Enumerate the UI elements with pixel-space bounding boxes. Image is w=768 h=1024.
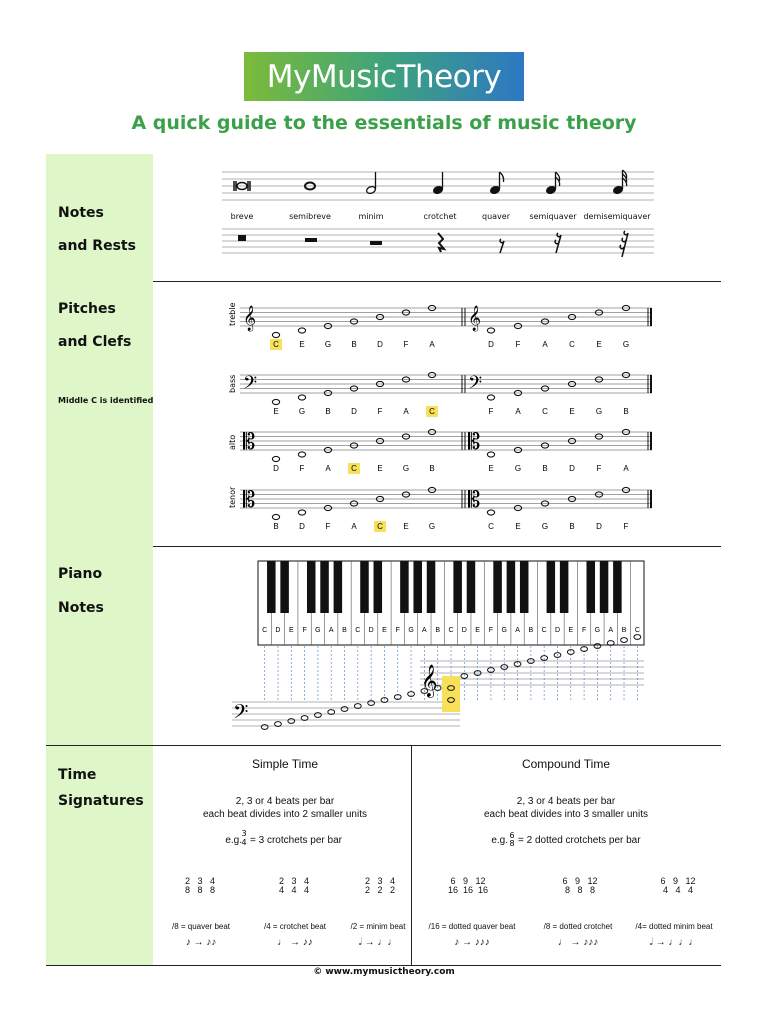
note-name: A	[515, 407, 521, 416]
piano-key-label: G	[408, 627, 414, 634]
piano-key-label: B	[621, 627, 627, 634]
note-head	[298, 452, 305, 457]
note-name: F	[299, 464, 305, 473]
piano-key-label: A	[328, 627, 334, 634]
piano-key-label: A	[515, 627, 520, 634]
piano-key-label: C	[634, 627, 640, 634]
note-name: B	[542, 464, 548, 473]
staff-note	[261, 725, 268, 730]
note-name: D	[273, 464, 279, 473]
note-name: A	[542, 340, 548, 349]
compound-example-text: = 2 dotted crotchets per bar	[518, 835, 641, 846]
note-name: G	[514, 464, 522, 473]
compound-desc-2: each beat divides into 3 smaller units	[484, 809, 648, 820]
note-name: G	[622, 340, 630, 349]
crotchet-note	[433, 172, 444, 195]
simple-desc-2: each beat divides into 2 smaller units	[203, 809, 367, 820]
piano-key-label: B	[342, 627, 347, 634]
note-name: C	[351, 464, 357, 473]
note-name: E	[273, 407, 279, 416]
bass-clef-icon: 𝄢	[233, 700, 249, 728]
semibreve-rest	[305, 238, 317, 242]
compound-group-3-top: 6 9 12	[660, 876, 696, 886]
piano-black-key	[547, 561, 556, 613]
minim-rest	[370, 241, 382, 245]
staff-note	[288, 719, 295, 724]
note-name: F	[596, 464, 602, 473]
clefs-label: and Clefs	[58, 334, 132, 350]
piano-black-key	[400, 561, 409, 613]
note-name: G	[428, 522, 436, 531]
simple-beat-2: /4 = crotchet beat	[263, 922, 327, 931]
note-name: B	[569, 522, 575, 531]
simple-beat-1: /8 = quaver beat	[171, 922, 231, 931]
staff-note	[301, 716, 308, 721]
note-name: C	[377, 522, 383, 531]
demisemiquaver-note	[613, 170, 627, 195]
note-name: B	[325, 407, 331, 416]
note-name: E	[596, 340, 602, 349]
piano-key-label: F	[488, 627, 494, 634]
piano-key-label: G	[594, 627, 601, 634]
clef-name-alto: alto	[228, 434, 237, 450]
piano-black-key	[493, 561, 502, 613]
note-head	[487, 452, 494, 457]
time-label: Time	[58, 767, 97, 783]
note-name: D	[351, 407, 357, 416]
note-name: G	[541, 522, 549, 531]
pitches-label: Pitches	[58, 301, 116, 317]
note-name: F	[488, 407, 494, 416]
demisemiquaver-label: demisemiquaver	[583, 212, 651, 221]
staff-note	[341, 707, 348, 712]
note-name: G	[298, 407, 306, 416]
note-head	[298, 328, 305, 333]
piano-black-key	[600, 561, 609, 613]
breve-rest	[238, 235, 246, 241]
piano-black-key	[360, 561, 369, 613]
note-name: D	[488, 340, 494, 349]
compound-division-2: ♩ → ♪♪♪	[557, 937, 599, 948]
note-name: E	[377, 464, 383, 473]
compound-desc-1: 2, 3 or 4 beats per bar	[516, 796, 616, 807]
note-head	[272, 332, 279, 337]
staff-note	[328, 710, 335, 715]
crotchet-rest	[438, 233, 444, 252]
compound-division-3: 𝅗𝅥 → ♩♩♩	[649, 937, 699, 948]
clef-name-treble: treble	[228, 302, 237, 326]
compound-group-2-bottom: 8 8 8	[564, 885, 596, 895]
piano-black-key	[413, 561, 422, 613]
piano-key-label: F	[302, 627, 307, 634]
compound-beat-2: /8 = dotted crotchet	[543, 922, 613, 931]
note-name: D	[596, 522, 602, 531]
piano-black-key	[586, 561, 595, 613]
piano-key-label: E	[382, 627, 387, 634]
rests-label: and Rests	[58, 238, 136, 254]
simple-group-3-bottom: 2 2 2	[364, 885, 396, 895]
footer-copyright: © www.mymusictheory.com	[313, 967, 455, 977]
note-head	[298, 395, 305, 400]
semiquaver-rest	[555, 233, 561, 253]
note-name: C	[273, 340, 279, 349]
compound-beat-3: /4= dotted minim beat	[635, 922, 713, 931]
middle-c-highlight	[442, 676, 460, 712]
compound-group-1-top: 6 9 12	[450, 876, 486, 886]
page-subtitle: A quick guide to the essentials of music theory	[131, 112, 637, 134]
piano-black-key	[334, 561, 343, 613]
piano-key-label: A	[608, 627, 614, 634]
note-name: E	[299, 340, 305, 349]
piano-key-label: G	[501, 627, 507, 634]
piano-black-key	[467, 561, 476, 613]
logo-text: MyMusicTheory	[266, 58, 502, 95]
simple-time-title: Simple Time	[251, 757, 319, 771]
simple-example-bottom: 4	[241, 838, 247, 847]
piano-black-key	[520, 561, 529, 613]
piano-key-label: C	[541, 627, 547, 634]
note-name: E	[488, 464, 494, 473]
crotchet-label: crotchet	[423, 212, 457, 221]
piano-key-label: D	[275, 627, 281, 634]
staff-note	[275, 722, 282, 727]
piano-key-label: E	[288, 627, 294, 634]
note-name: F	[515, 340, 521, 349]
signatures-label: Signatures	[58, 793, 144, 809]
piano-black-key	[320, 561, 329, 613]
note-name: G	[595, 407, 603, 416]
note-name: D	[299, 522, 305, 531]
piano-black-key	[560, 561, 569, 613]
minim-note	[366, 172, 377, 195]
note-name: E	[515, 522, 521, 531]
note-name: F	[403, 340, 409, 349]
piano-key-label: E	[568, 627, 574, 634]
compound-group-3-bottom: 4 4 4	[662, 885, 694, 895]
quaver-note	[490, 172, 504, 195]
note-name: F	[377, 407, 383, 416]
clef-symbol-treble: 𝄞	[243, 306, 257, 331]
simple-division-3: 𝅗𝅥 → ♩♩	[358, 937, 398, 948]
semiquaver-note	[546, 172, 560, 195]
simple-group-1-top: 2 3 4	[184, 876, 216, 886]
piano-key-label: B	[435, 627, 441, 634]
piano-label: Piano	[58, 566, 103, 582]
simple-group-2-bottom: 4 4 4	[278, 885, 310, 895]
piano-grand-staff	[232, 635, 644, 730]
compound-example-prefix: e.g.	[491, 835, 508, 846]
piano-key-label: G	[315, 627, 321, 634]
note-head	[272, 399, 279, 404]
note-head	[487, 395, 494, 400]
piano-black-key	[267, 561, 276, 613]
middle-c-note: Middle C is identified	[58, 396, 154, 405]
clef-symbol-alto: 𝄡	[468, 430, 481, 455]
piano-black-key	[307, 561, 316, 613]
note-name: G	[402, 464, 410, 473]
note-name: G	[324, 340, 332, 349]
semibreve-label: semibreve	[289, 212, 331, 221]
note-head	[487, 510, 494, 515]
clef-symbol-alto: 𝄡	[243, 430, 256, 455]
notes-label: Notes	[58, 205, 104, 221]
note-name: C	[429, 407, 435, 416]
simple-division-2: ♩ → ♪♪	[277, 937, 313, 948]
piano-black-key	[453, 561, 462, 613]
note-name: F	[325, 522, 331, 531]
simple-example-top: 3	[241, 829, 247, 838]
compound-group-1-bottom: 16 16 16	[447, 885, 489, 895]
piano-key-label: D	[554, 627, 561, 634]
note-name: A	[351, 522, 357, 531]
piano-key-label: C	[262, 627, 268, 634]
compound-example-top: 6	[509, 831, 515, 840]
piano-black-key	[507, 561, 516, 613]
treble-clef-icon: 𝄞	[421, 664, 438, 697]
piano-key-label: C	[355, 627, 361, 634]
simple-division-1: ♪ → ♪♪	[185, 937, 217, 948]
staff-note	[354, 704, 361, 709]
clef-name-bass: bass	[228, 374, 237, 393]
simple-group-3-top: 2 3 4	[364, 876, 396, 886]
piano-black-key	[427, 561, 436, 613]
clef-symbol-bass: 𝄢	[468, 373, 483, 398]
note-name: A	[325, 464, 331, 473]
simple-group-2-top: 2 3 4	[278, 876, 310, 886]
simple-example-text: = 3 crotchets per bar	[250, 835, 342, 846]
simple-example-prefix: e.g.	[225, 835, 242, 846]
simple-beat-3: /2 = minim beat	[350, 922, 406, 931]
simple-desc-1: 2, 3 or 4 beats per bar	[235, 796, 335, 807]
simple-group-1-bottom: 8 8 8	[184, 885, 216, 895]
note-name: C	[488, 522, 494, 531]
piano-keyboard	[258, 561, 644, 645]
piano-key-label: F	[395, 627, 400, 634]
piano-black-key	[374, 561, 383, 613]
piano-black-key	[280, 561, 289, 613]
note-name: C	[569, 340, 575, 349]
breve-label: breve	[230, 212, 254, 221]
clef-symbol-treble: 𝄞	[468, 306, 482, 331]
note-name: B	[429, 464, 435, 473]
minim-label: minim	[358, 212, 384, 221]
note-name: F	[623, 522, 629, 531]
clef-symbol-bass: 𝄢	[243, 373, 258, 398]
compound-example-bottom: 8	[509, 839, 515, 848]
note-name: E	[403, 522, 409, 531]
piano-key-label: A	[422, 627, 427, 634]
compound-division-1: ♪ → ♪♪♪	[454, 937, 490, 948]
compound-time-title: Compound Time	[521, 757, 611, 771]
note-name: B	[623, 407, 629, 416]
note-name: A	[623, 464, 629, 473]
note-name: D	[377, 340, 383, 349]
note-name: A	[429, 340, 435, 349]
quaver-label: quaver	[482, 212, 510, 221]
note-name: E	[569, 407, 575, 416]
piano-key-label: B	[528, 627, 534, 634]
clef-staves	[228, 303, 652, 532]
clef-symbol-tenor: 𝄡	[468, 488, 481, 513]
staff-note	[368, 701, 375, 706]
note-name: D	[569, 464, 575, 473]
piano-notes-label: Notes	[58, 600, 104, 616]
compound-group-2-top: 6 9 12	[562, 876, 598, 886]
note-head	[487, 328, 494, 333]
piano-black-key	[613, 561, 622, 613]
piano-key-label: D	[368, 627, 374, 634]
note-head	[272, 456, 279, 461]
note-head	[272, 514, 279, 519]
staff-note	[314, 713, 321, 718]
note-head	[298, 510, 305, 515]
note-name: B	[351, 340, 357, 349]
semiquaver-label: semiquaver	[529, 212, 577, 221]
piano-key-label: D	[461, 627, 467, 634]
compound-beat-1: /16 = dotted quaver beat	[428, 922, 516, 931]
piano-key-label: C	[448, 627, 454, 634]
note-name: B	[273, 522, 279, 531]
note-name: A	[403, 407, 409, 416]
piano-key-label: F	[581, 627, 587, 634]
clef-name-tenor: tenor	[228, 486, 237, 508]
clef-symbol-tenor: 𝄡	[243, 488, 256, 513]
piano-key-label: E	[475, 627, 480, 634]
note-name: C	[542, 407, 548, 416]
